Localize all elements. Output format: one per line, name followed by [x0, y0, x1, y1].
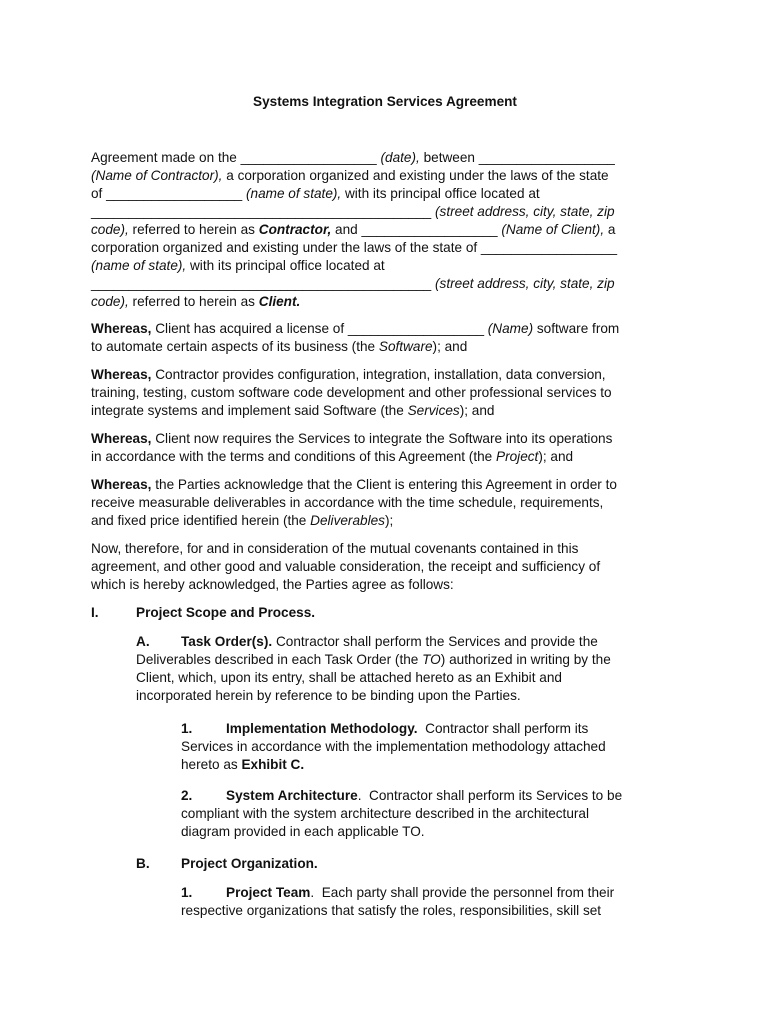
subsection-a-body: Deliverables described in each Task Order (the TO) authorized in writing by the Client, which, upon its entry, shall be attached hereto as an Exhibit and incorporated herein by reference to be binding upon the Parties.: [136, 652, 611, 703]
intro-paragraph: [91, 149, 679, 311]
whereas-paragraph-4: Whereas, the Parties acknowledge that the Client is entering this Agreement in order to receive measurable deliverables in accordance with the time schedule, requirements, and fixed price identified herein (the Deliverables);: [91, 477, 617, 528]
intro-line: _____________________________________________ (street address, city, state, zip: [91, 204, 615, 219]
item-a1-number: 1.: [181, 721, 193, 736]
item-b1-first-line: Project Team. Each party shall provide the personnel from their: [226, 885, 615, 900]
intro-line: (Name of Contractor), a corporation organized and existing under the laws of the state: [91, 168, 609, 183]
section-1-title: Project Scope and Process.: [136, 605, 316, 620]
intro-line: code), referred to herein as Client.: [91, 294, 301, 309]
whereas-paragraph-3: Whereas, Client now requires the Services to integrate the Software into its operations in accordance with the terms and conditions of this Agreement (the Project); and: [91, 431, 613, 464]
item-a2-first-line: System Architecture. Contractor shall perform its Services to be: [226, 788, 623, 803]
item-b1-number: 1.: [181, 885, 193, 900]
intro-line: of __________________ (name of state), with its principal office located at: [91, 186, 540, 201]
item-a2-body: compliant with the system architecture described in the architectural diagram provided in each applicable TO.: [181, 806, 589, 839]
section-1-number: I.: [91, 605, 99, 620]
subsection-b-title: Project Organization.: [181, 856, 318, 871]
item-a1-body: Services in accordance with the implementation methodology attached hereto as Exhibit C.: [181, 739, 606, 772]
now-therefore-paragraph: Now, therefore, for and in consideration of the mutual covenants contained in this agreement, and other good and valuable consideration, the receipt and sufficiency of which is hereby acknowledged, the Parties agree as follows:: [91, 541, 601, 592]
item-a2-number: 2.: [181, 788, 193, 803]
item-a1-first-line: Implementation Methodology. Contractor shall perform its: [226, 721, 589, 736]
item-b1-body: respective organizations that satisfy the roles, responsibilities, skill set: [181, 903, 602, 918]
subsection-a-first-line: Task Order(s). Contractor shall perform the Services and provide the: [181, 634, 598, 649]
intro-line: code), referred to herein as Contractor, and __________________ (Name of Client), a: [91, 222, 616, 237]
intro-line: corporation organized and existing under the laws of the state of __________________: [91, 240, 618, 255]
intro-line: _____________________________________________ (street address, city, state, zip: [91, 276, 615, 291]
intro-line: Agreement made on the __________________ (date), between __________________: [91, 150, 615, 165]
document-title: Systems Integration Services Agreement: [253, 94, 517, 109]
subsection-a-number: A.: [136, 634, 150, 649]
subsection-b-number: B.: [136, 856, 150, 871]
whereas-paragraph-2: Whereas, Contractor provides configuration, integration, installation, data conversion, training, testing, custom software code development and other professional services to integrate systems and implement said Software (the Services); and: [91, 367, 612, 418]
whereas-paragraph-1: Whereas, Client has acquired a license of __________________ (Name) software from to automate certain aspects of its business (the Software); and: [91, 321, 620, 354]
intro-line: (name of state), with its principal office located at: [91, 258, 385, 273]
